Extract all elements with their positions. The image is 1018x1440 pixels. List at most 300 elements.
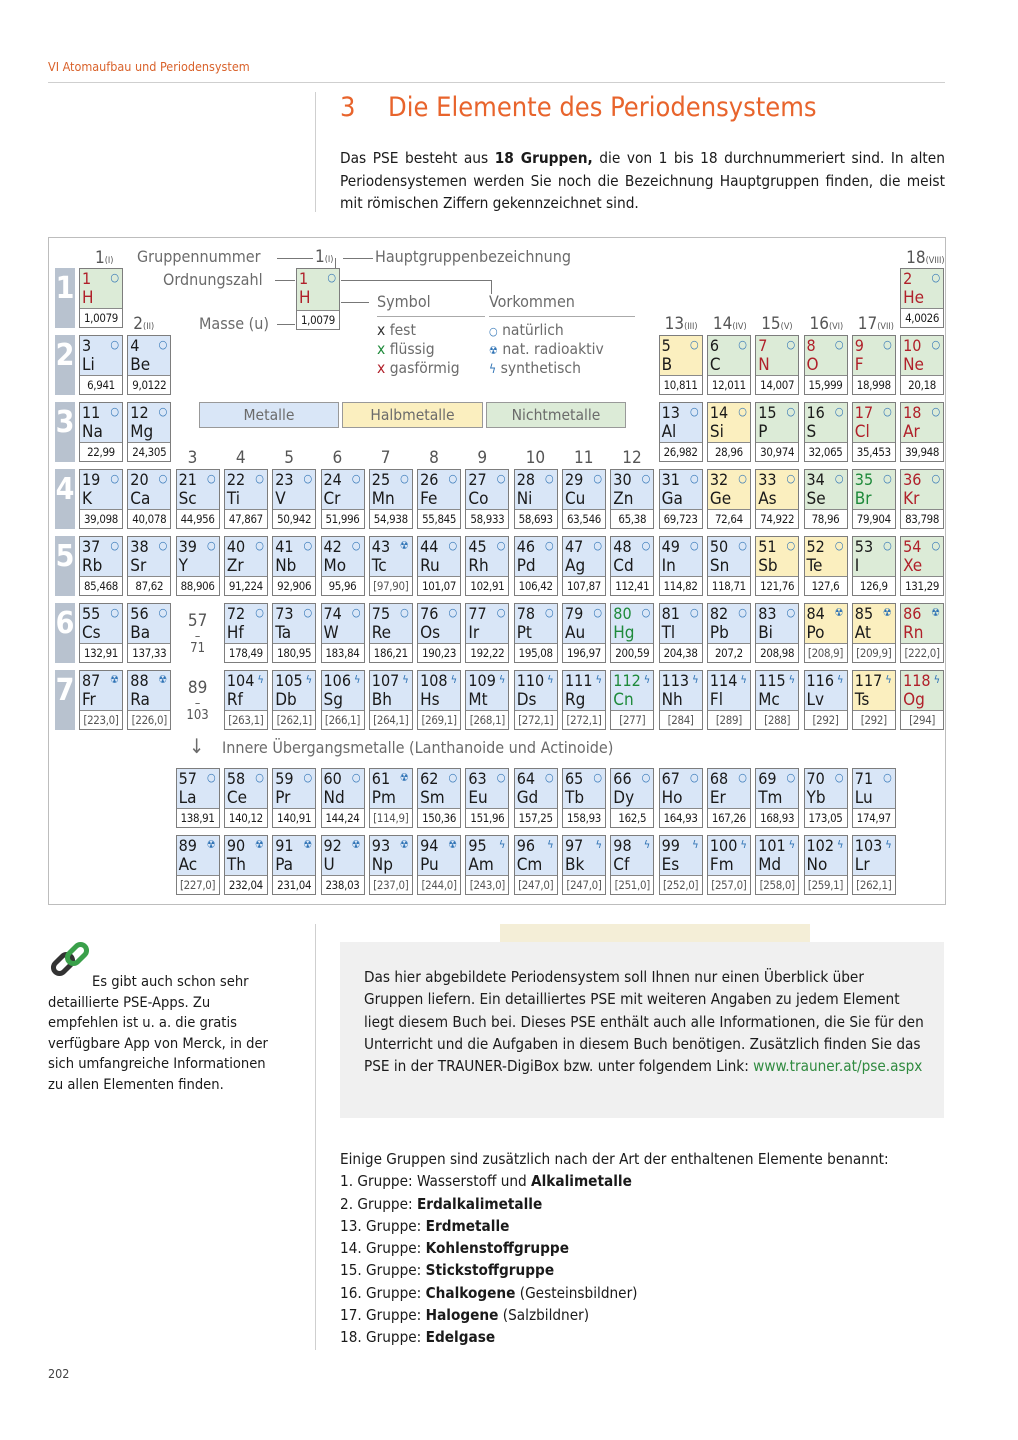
atomic-mass: [114,9] bbox=[370, 808, 412, 827]
atomic-mass: 232,04 bbox=[225, 875, 267, 894]
element-nd[interactable] bbox=[321, 768, 365, 828]
natural-icon: ○ bbox=[448, 771, 458, 784]
natural-icon: ○ bbox=[327, 271, 336, 284]
element-ra[interactable] bbox=[127, 670, 171, 730]
synthetic-icon: ϟ bbox=[643, 838, 651, 851]
element-mo[interactable] bbox=[321, 536, 365, 596]
element-symbol: Tm bbox=[758, 788, 783, 808]
element-k[interactable] bbox=[79, 469, 123, 529]
atomic-mass: 164,93 bbox=[660, 808, 702, 827]
atomic-number: 115 bbox=[758, 671, 786, 690]
atomic-mass: [223,0] bbox=[80, 710, 122, 729]
element-th[interactable] bbox=[224, 835, 268, 895]
atomic-mass: [272,1] bbox=[563, 710, 605, 729]
natural-icon: ○ bbox=[545, 771, 554, 784]
element-fm[interactable] bbox=[707, 835, 751, 895]
element-kr[interactable] bbox=[900, 469, 944, 529]
atomic-number: 97 bbox=[565, 836, 584, 855]
atomic-mass: 162,5 bbox=[611, 808, 653, 827]
synthetic-icon: ϟ bbox=[740, 673, 747, 686]
atomic-number: 6 bbox=[709, 336, 720, 355]
element-symbol: Pd bbox=[516, 556, 536, 576]
element-rn[interactable] bbox=[900, 603, 944, 663]
atomic-number: 17 bbox=[854, 403, 874, 422]
element-n[interactable] bbox=[755, 335, 799, 395]
natural-icon: ○ bbox=[400, 606, 409, 619]
element-lv[interactable] bbox=[804, 670, 848, 730]
element-symbol: Ga bbox=[661, 489, 683, 509]
element-er[interactable] bbox=[707, 768, 751, 828]
element-gd[interactable] bbox=[514, 768, 558, 828]
example-atomic-number: 1 bbox=[299, 269, 309, 288]
radioactive-icon: ☢ bbox=[399, 838, 409, 851]
element-si[interactable] bbox=[707, 402, 751, 462]
atomic-number: 1 bbox=[82, 269, 92, 288]
atomic-number: 15 bbox=[758, 403, 777, 422]
atomic-mass: 173,05 bbox=[805, 808, 847, 827]
element-pd[interactable] bbox=[514, 536, 558, 596]
atomic-number: 49 bbox=[661, 537, 680, 556]
atomic-number: 10 bbox=[903, 336, 922, 355]
element-pu[interactable] bbox=[417, 835, 461, 895]
atomic-mass: 15,999 bbox=[805, 375, 847, 394]
element-cn[interactable] bbox=[610, 670, 654, 730]
element-og[interactable] bbox=[900, 670, 944, 730]
element-nb[interactable] bbox=[272, 536, 316, 596]
synthetic-icon: ϟ bbox=[885, 838, 892, 851]
natural-icon: ○ bbox=[303, 771, 313, 784]
element-rh[interactable] bbox=[465, 536, 509, 596]
group-number-12: 12 bbox=[622, 448, 642, 468]
period-7: 7 bbox=[55, 670, 75, 730]
element-xe[interactable] bbox=[900, 536, 944, 596]
natural-icon: ○ bbox=[738, 472, 747, 485]
atomic-number: 91 bbox=[275, 836, 294, 855]
element-symbol: Ag bbox=[565, 556, 586, 576]
element-ca[interactable] bbox=[127, 469, 171, 529]
element-re[interactable] bbox=[369, 603, 413, 663]
element-w[interactable] bbox=[321, 603, 365, 663]
natural-icon: ○ bbox=[689, 771, 699, 784]
atomic-mass: 121,76 bbox=[756, 576, 798, 595]
element-fe[interactable] bbox=[417, 469, 461, 529]
atomic-mass: 91,224 bbox=[225, 576, 267, 595]
element-cf[interactable] bbox=[610, 835, 654, 895]
atomic-number: 48 bbox=[613, 537, 632, 556]
atomic-number: 117 bbox=[854, 671, 883, 690]
atomic-number: 32 bbox=[709, 470, 729, 489]
element-symbol: H bbox=[82, 288, 94, 308]
element-li[interactable] bbox=[79, 335, 123, 395]
element-fr[interactable] bbox=[79, 670, 123, 730]
atomic-number: 118 bbox=[903, 671, 931, 690]
element-pt[interactable] bbox=[514, 603, 558, 663]
element-ac[interactable] bbox=[176, 835, 220, 895]
element-os[interactable] bbox=[417, 603, 461, 663]
atomic-number: 58 bbox=[226, 769, 246, 788]
natural-icon: ○ bbox=[158, 405, 168, 418]
natural-icon: ○ bbox=[883, 338, 892, 351]
atomic-number: 73 bbox=[275, 604, 294, 623]
natural-icon: ○ bbox=[593, 771, 602, 784]
sidebar-text: Es gibt auch schon sehr detaillierte PSE-Apps. Zu empfehlen ist u. a. die gratis verfügbare App von Merck, in der sich umfangreiche Informationen zu allen Elementen finden. bbox=[48, 973, 268, 1093]
element-lu[interactable] bbox=[852, 768, 896, 828]
element-ba[interactable] bbox=[127, 603, 171, 663]
element-he[interactable] bbox=[900, 268, 944, 328]
natural-icon: ○ bbox=[883, 539, 892, 552]
element-ds[interactable] bbox=[514, 670, 558, 730]
element-hs[interactable] bbox=[417, 670, 461, 730]
element-v[interactable] bbox=[272, 469, 316, 529]
element-p[interactable] bbox=[755, 402, 799, 462]
element-symbol: Ar bbox=[903, 422, 920, 442]
element-symbol: N bbox=[758, 355, 770, 375]
element-cr[interactable] bbox=[321, 469, 365, 529]
atomic-number: 94 bbox=[420, 836, 439, 855]
group-label: 18. Gruppe: bbox=[340, 1328, 426, 1347]
element-symbol: Y bbox=[178, 556, 188, 576]
element-cu[interactable] bbox=[562, 469, 606, 529]
element-cl[interactable] bbox=[852, 402, 896, 462]
group-name-item bbox=[340, 1237, 945, 1259]
element-symbol: Cu bbox=[565, 489, 586, 509]
atomic-mass: 231,04 bbox=[273, 875, 315, 894]
element-au[interactable] bbox=[562, 603, 606, 663]
group-number-6: 6 bbox=[332, 448, 343, 468]
group-name-bold: Halogene bbox=[425, 1306, 499, 1325]
atomic-mass: 44,956 bbox=[177, 509, 219, 528]
legend-metalle: Metalle bbox=[199, 402, 339, 428]
element-ir[interactable] bbox=[465, 603, 509, 663]
element-o[interactable] bbox=[804, 335, 848, 395]
element-bh[interactable] bbox=[369, 670, 413, 730]
element-in[interactable] bbox=[659, 536, 703, 596]
natural-icon: ○ bbox=[883, 771, 892, 784]
natural-icon: ○ bbox=[593, 539, 602, 552]
element-symbol: Ge bbox=[709, 489, 732, 509]
atomic-mass: 126,9 bbox=[853, 576, 895, 595]
intro-text-start: Das PSE besteht aus bbox=[340, 149, 495, 167]
natural-icon: ○ bbox=[110, 606, 119, 619]
atomic-number: 43 bbox=[371, 537, 391, 556]
element-symbol: Sn bbox=[709, 556, 730, 576]
element-u[interactable] bbox=[321, 835, 365, 895]
element-co[interactable] bbox=[465, 469, 509, 529]
element-sc[interactable] bbox=[176, 469, 220, 529]
element-sg[interactable] bbox=[321, 670, 365, 730]
element-symbol: C bbox=[709, 355, 721, 375]
atomic-number: 102 bbox=[806, 836, 834, 855]
radioactive-icon: ☢ bbox=[834, 606, 844, 619]
element-symbol: Tb bbox=[565, 788, 585, 808]
atomic-number: 90 bbox=[226, 836, 246, 855]
element-ar[interactable] bbox=[900, 402, 944, 462]
atomic-number: 55 bbox=[82, 604, 101, 623]
natural-icon: ○ bbox=[786, 472, 796, 485]
natural-icon: ○ bbox=[931, 472, 941, 485]
element-symbol: Sc bbox=[178, 489, 197, 509]
element-ti[interactable] bbox=[224, 469, 268, 529]
natural-icon: ○ bbox=[496, 472, 506, 485]
element-i[interactable] bbox=[852, 536, 896, 596]
atomic-mass: 39,948 bbox=[901, 442, 943, 461]
element-tb[interactable] bbox=[562, 768, 606, 828]
element-pr[interactable] bbox=[272, 768, 316, 828]
natural-icon: ○ bbox=[206, 472, 216, 485]
element-symbol: Br bbox=[854, 489, 872, 509]
element-symbol: Sm bbox=[420, 788, 445, 808]
element-eu[interactable] bbox=[465, 768, 509, 828]
atomic-number: 24 bbox=[323, 470, 342, 489]
element-md[interactable] bbox=[755, 835, 799, 895]
element-lr[interactable] bbox=[852, 835, 896, 895]
atomic-number: 60 bbox=[323, 769, 342, 788]
element-symbol: Ne bbox=[903, 355, 924, 375]
legend-fluessig: x flüssig bbox=[377, 340, 435, 358]
natural-icon: ○ bbox=[351, 472, 361, 485]
element-s[interactable] bbox=[804, 402, 848, 462]
element-symbol: Fl bbox=[709, 690, 723, 710]
element-tl[interactable] bbox=[659, 603, 703, 663]
atomic-mass: [227,0] bbox=[177, 875, 219, 894]
natural-icon: ○ bbox=[738, 539, 747, 552]
atomic-number: 98 bbox=[613, 836, 632, 855]
element-zr[interactable] bbox=[224, 536, 268, 596]
natural-icon: ○ bbox=[158, 539, 168, 552]
element-symbol: O bbox=[806, 355, 819, 375]
element-ru[interactable] bbox=[417, 536, 461, 596]
element-te[interactable] bbox=[804, 536, 848, 596]
element-mt[interactable] bbox=[465, 670, 509, 730]
group-name-bold: Erdalkalimetalle bbox=[416, 1194, 543, 1213]
atomic-number: 63 bbox=[468, 769, 487, 788]
element-bi[interactable] bbox=[755, 603, 799, 663]
element-symbol: He bbox=[903, 288, 925, 308]
atomic-mass: 78,96 bbox=[805, 509, 847, 528]
element-symbol: Np bbox=[371, 855, 393, 875]
atomic-mass: 207,2 bbox=[708, 643, 750, 662]
element-pb[interactable] bbox=[707, 603, 751, 663]
atomic-number: 105 bbox=[275, 671, 303, 690]
element-mg[interactable] bbox=[127, 402, 171, 462]
atomic-number: 92 bbox=[323, 836, 342, 855]
element-es[interactable] bbox=[659, 835, 703, 895]
example-mass: 1,0079 bbox=[297, 310, 339, 329]
element-sn[interactable] bbox=[707, 536, 751, 596]
element-al[interactable] bbox=[659, 402, 703, 462]
element-br[interactable] bbox=[852, 469, 896, 529]
element-b[interactable] bbox=[659, 335, 703, 395]
element-ho[interactable] bbox=[659, 768, 703, 828]
natural-icon: ○ bbox=[545, 539, 554, 552]
element-dy[interactable] bbox=[610, 768, 654, 828]
element-yb[interactable] bbox=[804, 768, 848, 828]
element-no[interactable] bbox=[804, 835, 848, 895]
leader-masse bbox=[277, 324, 295, 325]
element-pa[interactable] bbox=[272, 835, 316, 895]
element-c[interactable] bbox=[707, 335, 751, 395]
atomic-mass: 40,078 bbox=[128, 509, 170, 528]
group-label: 17. Gruppe: bbox=[340, 1306, 426, 1325]
element-tc[interactable] bbox=[369, 536, 413, 596]
element-cd[interactable] bbox=[610, 536, 654, 596]
element-ta[interactable] bbox=[272, 603, 316, 663]
atomic-number: 70 bbox=[806, 769, 825, 788]
element-se[interactable] bbox=[804, 469, 848, 529]
element-mn[interactable] bbox=[369, 469, 413, 529]
atomic-number: 46 bbox=[516, 537, 535, 556]
label-masse: Masse (u) bbox=[199, 314, 270, 333]
synthetic-icon: ϟ bbox=[305, 673, 313, 686]
element-symbol: Pt bbox=[516, 623, 532, 643]
element-symbol: Hf bbox=[226, 623, 244, 643]
pse-link[interactable]: www.trauner.at/pse.aspx bbox=[753, 1057, 923, 1076]
group-number-13: 13(III) bbox=[664, 314, 698, 334]
element-hf[interactable] bbox=[224, 603, 268, 663]
radioactive-icon: ☢ bbox=[399, 771, 409, 784]
atomic-number: 87 bbox=[82, 671, 101, 690]
element-symbol: Sg bbox=[323, 690, 343, 710]
group-name-bold: Erdmetalle bbox=[425, 1216, 510, 1235]
synthetic-icon: ϟ bbox=[643, 673, 651, 686]
atomic-mass: 192,22 bbox=[466, 643, 508, 662]
natural-icon: ○ bbox=[110, 405, 119, 418]
atomic-mass: [243,0] bbox=[466, 875, 508, 894]
legend-halbmetalle: Halbmetalle bbox=[342, 402, 483, 428]
element-sb[interactable] bbox=[755, 536, 799, 596]
element-hg[interactable] bbox=[610, 603, 654, 663]
element-ce[interactable] bbox=[224, 768, 268, 828]
atomic-mass: [262,1] bbox=[853, 875, 895, 894]
synthetic-icon: ϟ bbox=[836, 838, 844, 851]
natural-icon: ○ bbox=[641, 472, 651, 485]
natural-icon: ○ bbox=[158, 338, 168, 351]
natural-icon: ○ bbox=[303, 606, 313, 619]
atomic-number: 31 bbox=[661, 470, 680, 489]
element-nh[interactable] bbox=[659, 670, 703, 730]
synthetic-icon: ϟ bbox=[692, 838, 699, 851]
element-as[interactable] bbox=[755, 469, 799, 529]
natural-icon: ○ bbox=[400, 472, 409, 485]
element-sm[interactable] bbox=[417, 768, 461, 828]
element-symbol: La bbox=[178, 788, 197, 808]
atomic-mass: 118,71 bbox=[708, 576, 750, 595]
element-symbol: Bi bbox=[758, 623, 773, 643]
element-zn[interactable] bbox=[610, 469, 654, 529]
atomic-mass: 140,91 bbox=[273, 808, 315, 827]
atomic-mass: [259,1] bbox=[805, 875, 847, 894]
element-symbol: Md bbox=[758, 855, 782, 875]
element-po[interactable] bbox=[804, 603, 848, 663]
natural-icon: ○ bbox=[689, 606, 699, 619]
atomic-number: 44 bbox=[420, 537, 439, 556]
atomic-mass: 50,942 bbox=[273, 509, 315, 528]
radioactive-icon: ☢ bbox=[110, 673, 119, 686]
group-suffix: (Salzbildner) bbox=[498, 1306, 590, 1325]
element-at[interactable] bbox=[852, 603, 896, 663]
element-ni[interactable] bbox=[514, 469, 558, 529]
link-icon bbox=[48, 940, 94, 986]
element-symbol: At bbox=[854, 623, 871, 643]
element-symbol: Fr bbox=[82, 690, 96, 710]
atomic-mass: 47,867 bbox=[225, 509, 267, 528]
element-symbol: Dy bbox=[613, 788, 635, 808]
group-number-3: 3 bbox=[187, 448, 198, 468]
element-symbol: Ti bbox=[226, 489, 240, 509]
atomic-mass: 190,23 bbox=[418, 643, 460, 662]
atomic-number: 41 bbox=[275, 537, 294, 556]
element-am[interactable] bbox=[465, 835, 509, 895]
atomic-number: 66 bbox=[613, 769, 632, 788]
element-symbol: V bbox=[275, 489, 286, 509]
element-bk[interactable] bbox=[562, 835, 606, 895]
natural-icon: ○ bbox=[303, 539, 313, 552]
element-symbol: Bk bbox=[565, 855, 585, 875]
element-ge[interactable] bbox=[707, 469, 751, 529]
column-divider-top bbox=[315, 92, 316, 212]
atomic-mass: [266,1] bbox=[322, 710, 364, 729]
element-ts[interactable] bbox=[852, 670, 896, 730]
element-ga[interactable] bbox=[659, 469, 703, 529]
atomic-number: 81 bbox=[661, 604, 680, 623]
natural-icon: ○ bbox=[303, 472, 313, 485]
atomic-number: 11 bbox=[82, 403, 101, 422]
element-fl[interactable] bbox=[707, 670, 751, 730]
element-be[interactable] bbox=[127, 335, 171, 395]
element-h[interactable] bbox=[79, 268, 123, 328]
element-pm[interactable] bbox=[369, 768, 413, 828]
element-db[interactable] bbox=[272, 670, 316, 730]
atomic-mass: 131,29 bbox=[901, 576, 943, 595]
atomic-number: 23 bbox=[275, 470, 294, 489]
element-ne[interactable] bbox=[900, 335, 944, 395]
element-symbol: Bh bbox=[371, 690, 392, 710]
atomic-number: 26 bbox=[420, 470, 439, 489]
element-tm[interactable] bbox=[755, 768, 799, 828]
atomic-number: 76 bbox=[420, 604, 439, 623]
element-ag[interactable] bbox=[562, 536, 606, 596]
element-cm[interactable] bbox=[514, 835, 558, 895]
atomic-mass: 106,42 bbox=[515, 576, 557, 595]
element-symbol: Hg bbox=[613, 623, 635, 643]
leader-vorkommen bbox=[341, 280, 491, 281]
group-name-bold: Kohlenstoffgruppe bbox=[425, 1239, 569, 1258]
element-f[interactable] bbox=[852, 335, 896, 395]
atomic-number: 40 bbox=[226, 537, 246, 556]
element-rf[interactable] bbox=[224, 670, 268, 730]
element-symbol: Pr bbox=[275, 788, 291, 808]
element-sr[interactable] bbox=[127, 536, 171, 596]
element-rb[interactable] bbox=[79, 536, 123, 596]
element-np[interactable] bbox=[369, 835, 413, 895]
natural-icon: ○ bbox=[641, 606, 651, 619]
natural-icon: ○ bbox=[738, 338, 747, 351]
element-mc[interactable] bbox=[755, 670, 799, 730]
atomic-number: 9 bbox=[854, 336, 864, 355]
atomic-mass: [244,0] bbox=[418, 875, 460, 894]
placeholder-89-103 bbox=[176, 678, 220, 723]
sidebar-tip bbox=[48, 972, 273, 1095]
element-symbol: Nb bbox=[275, 556, 297, 576]
element-cs[interactable] bbox=[79, 603, 123, 663]
element-na[interactable] bbox=[79, 402, 123, 462]
atomic-mass: 132,91 bbox=[80, 643, 122, 662]
atomic-number: 108 bbox=[420, 671, 448, 690]
element-rg[interactable] bbox=[562, 670, 606, 730]
synthetic-icon: ϟ bbox=[595, 838, 602, 851]
element-la[interactable] bbox=[176, 768, 220, 828]
element-y[interactable] bbox=[176, 536, 220, 596]
